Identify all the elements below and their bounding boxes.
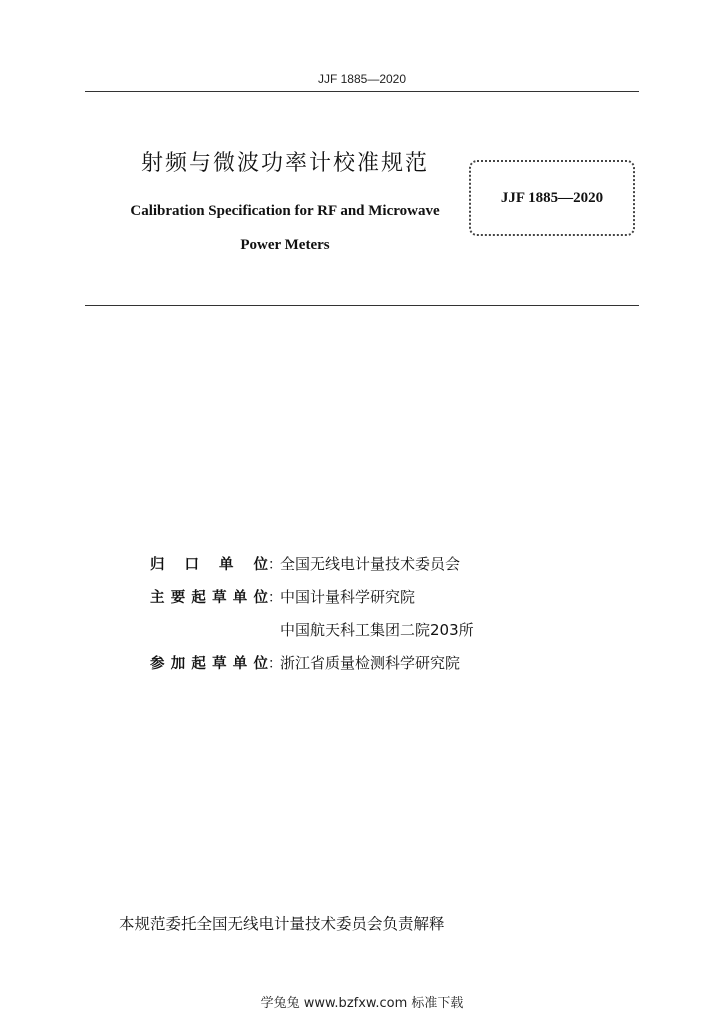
org-separator: ： bbox=[268, 557, 282, 573]
interpretation-note: 本规范委托全国无线电计量技术委员会负责解释 bbox=[119, 915, 445, 933]
header-standard-code: JJF 1885—2020 bbox=[317, 72, 407, 86]
org-value: 浙江省质量检测科学研究院 bbox=[280, 654, 461, 672]
standard-code: JJF 1885—2020 bbox=[500, 189, 604, 206]
org-label: 主要起草单位 bbox=[150, 590, 268, 606]
org-separator: ： bbox=[268, 590, 282, 606]
standard-code-box bbox=[469, 160, 635, 236]
title-chinese: 射频与微波功率计校准规范 bbox=[140, 151, 429, 176]
title-divider bbox=[85, 305, 639, 306]
org-row-main-drafter-2 bbox=[150, 619, 474, 652]
org-value: 全国无线电计量技术委员会 bbox=[280, 555, 461, 573]
download-watermark: 学兔兔 www.bzfxw.com 标准下载 bbox=[260, 996, 464, 1011]
title-english-line2: Power Meters bbox=[240, 237, 330, 253]
org-label: 归 口 单 位 bbox=[150, 557, 268, 573]
org-value: 中国航天科工集团二院203所 bbox=[280, 621, 474, 639]
org-separator: ： bbox=[268, 656, 282, 672]
org-row-main-drafter bbox=[150, 586, 474, 619]
organizations-list bbox=[150, 553, 474, 685]
org-row-responsible bbox=[150, 553, 474, 586]
title-english bbox=[90, 194, 480, 262]
org-row-participating-drafter bbox=[150, 652, 474, 685]
org-label: 参加起草单位 bbox=[150, 656, 268, 672]
header-divider bbox=[85, 91, 639, 92]
title-english-line1: Calibration Specification for RF and Microwave bbox=[130, 203, 440, 219]
org-value: 中国计量科学研究院 bbox=[280, 588, 416, 606]
